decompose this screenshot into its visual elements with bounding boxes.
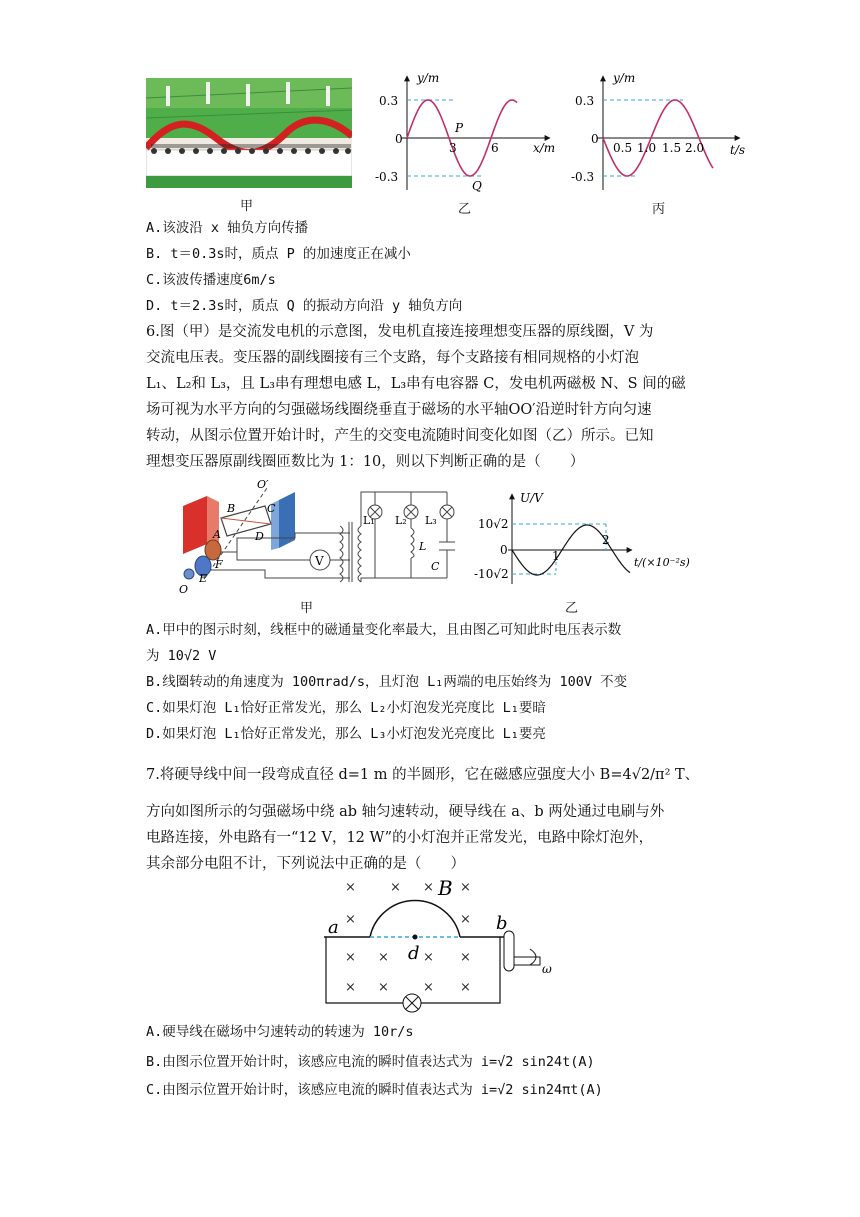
svg-text:×: × [460,980,471,995]
q6-fig-a-caption: 甲 [300,601,314,616]
q6-stem-line-6: 理想变压器原副线圈匝数比为 1：10，则以下判断正确的是（ ） [146,454,585,470]
graph-b-ytick-zero: 0 [395,132,403,146]
q7-stem-line-3: 电路连接，外电路有一“12 V，12 W”的小灯泡并正常发光，电路中除灯泡外， [146,830,654,846]
q7-stem-line-4: 其余部分电阻不计，下列说法中正确的是（ ） [146,856,465,872]
q6-stem-line-2: 交流电压表。变压器的副线圈接有三个支路，每个支路接有相同规格的小灯泡 [146,350,639,366]
q6-option-d: D.如果灯泡 L₁恰好正常发光，那么 L₃小灯泡发光亮度比 L₁要亮 [146,726,546,742]
voltage-ymin: -10√2 [474,567,509,581]
q6-option-a-cont: 为 10√2 V [146,648,217,664]
label-b: b [496,913,508,934]
q5-option-d: D. t＝2.3s时，质点 Q 的振动方向沿 y 轴负方向 [146,298,463,314]
label-b: B [227,502,236,515]
semicircle-wire [370,901,460,937]
graph-b-xtick-3: 3 [449,141,457,155]
q6-stem-line-1: 6.图（甲）是交流发电机的示意图，发电机直接连接理想变压器的原线圈，V 为 [146,324,654,340]
graph-c-xtick-05: 0.5 [613,141,633,155]
fig5-caption-b: 乙 [458,202,472,217]
fig5-caption-a: 甲 [240,199,254,214]
point-q-label: Q [472,179,482,193]
q5-option-b: B. t＝0.3s时，质点 P 的加速度正在减小 [146,246,411,262]
label-f: F [215,558,223,571]
semicircle-wire-diagram [320,875,570,1015]
label-l2: L₂ [395,514,407,527]
q7-stem-line-1: 7.将硬导线中间一段弯成直径 d=1 m 的半圆形，它在磁感应强度大小 B=4√2/π² T、 [146,767,700,783]
q7-option-c: C.由图示位置开始计时，该感应电流的瞬时值表达式为 i=√2 sin24πt(A) [146,1082,603,1098]
magnet-n-pole [183,496,207,554]
graph-b-xtick-6: 6 [491,141,499,155]
label-o: O [179,583,189,596]
voltage-time-graph [472,488,712,588]
graph-c-ytick-min: -0.3 [571,170,595,184]
q7-stem-line-2: 方向如图所示的匀强磁场中绕 ab 轴匀速转动，硬导线在 a、b 两处通过电刷与外 [146,804,665,820]
q6-fig-b-caption: 乙 [565,601,579,616]
svg-text:×: × [390,880,401,895]
svg-text:×: × [345,880,356,895]
q6-option-b: B.线圈转动的角速度为 100πrad/s，且灯泡 L₁两端的电压始终为 100V 不变 [146,674,628,690]
label-e: E [199,572,208,585]
fig5-caption-c: 丙 [652,202,666,217]
label-c: C [267,502,276,515]
generator-circuit-diagram [175,478,465,596]
wave-graph-x [365,68,565,198]
voltage-ymax: 10√2 [478,517,509,531]
graph-c-ytick-zero: 0 [591,132,599,146]
q7-option-a: A.硬导线在磁场中匀速转动的转速为 10r/s [146,1024,414,1040]
svg-text:×: × [423,880,434,895]
svg-text:×: × [345,950,356,965]
q6-option-c: C.如果灯泡 L₁恰好正常发光，那么 L₂小灯泡发光亮度比 L₁要暗 [146,700,546,716]
voltage-xtick-1: 1 [552,549,560,563]
label-a: A [213,528,221,541]
svg-text:×: × [460,880,471,895]
q6-option-a: A.甲中的图示时刻，线框中的磁通量变化率最大，且由图乙可知此时电压表示数 [146,622,622,638]
voltage-ylabel: U/V [520,491,543,505]
svg-text:×: × [378,950,389,965]
svg-text:×: × [460,950,471,965]
label-d: d [408,943,420,964]
label-inductor: L [419,540,427,553]
q6-stem-line-3: L₁、L₂和 L₃，且 L₃串有理想电感 L，L₃串有电容器 C，发电机两磁极 N、S 间的磁 [146,376,686,392]
label-l3: L₃ [425,514,437,527]
label-l1: L₁ [363,514,375,527]
graph-c-xtick-15: 1.5 [662,141,682,155]
label-o-prime: O′ [257,478,269,491]
label-magnetic-field: B [438,876,453,900]
q6-stem-line-5: 转动，从图示位置开始计时，产生的交变电流随时间变化如图（乙）所示。已知 [146,428,654,444]
graph-c-ylabel: y/m [613,71,636,85]
q6-stem-line-4: 场可视为水平方向的匀强磁场线圈绕垂直于磁场的水平轴OO′沿逆时针方向匀速 [146,402,652,418]
graph-c-ytick-max: 0.3 [575,94,595,108]
graph-b-xlabel: x/m [533,141,556,155]
voltmeter-label: V [315,554,324,568]
graph-c-xtick-10: 1.0 [637,141,657,155]
graph-b-ylabel: y/m [417,71,440,85]
label-capacitor: C [431,560,440,573]
q5-option-c: C.该波传播速度6m/s [146,272,276,288]
svg-text:×: × [345,980,356,995]
svg-text:×: × [460,912,471,927]
stadium-photo [146,78,352,188]
voltage-xlabel: t/(×10⁻²s) [634,556,690,569]
vibration-graph-t [565,68,755,198]
label-omega: ω [542,962,552,976]
point-p-label: P [455,121,464,135]
graph-c-xtick-20: 2.0 [685,141,705,155]
q5-option-a: A.该波沿 x 轴负方向传播 [146,220,309,236]
graph-c-xlabel: t/s [730,143,746,157]
magnet-s-pole [279,492,295,548]
svg-text:×: × [423,980,434,995]
voltage-xtick-2: 2 [602,533,610,547]
label-d: D [255,530,264,543]
svg-text:×: × [378,980,389,995]
voltage-zero: 0 [500,543,508,557]
label-a: a [328,917,339,938]
q7-option-b: B.由图示位置开始计时，该感应电流的瞬时值表达式为 i=√2 sin24t(A) [146,1054,595,1070]
svg-text:×: × [423,950,434,965]
svg-text:×: × [345,912,356,927]
graph-b-ytick-min: -0.3 [375,170,399,184]
graph-b-ytick-max: 0.3 [379,94,399,108]
